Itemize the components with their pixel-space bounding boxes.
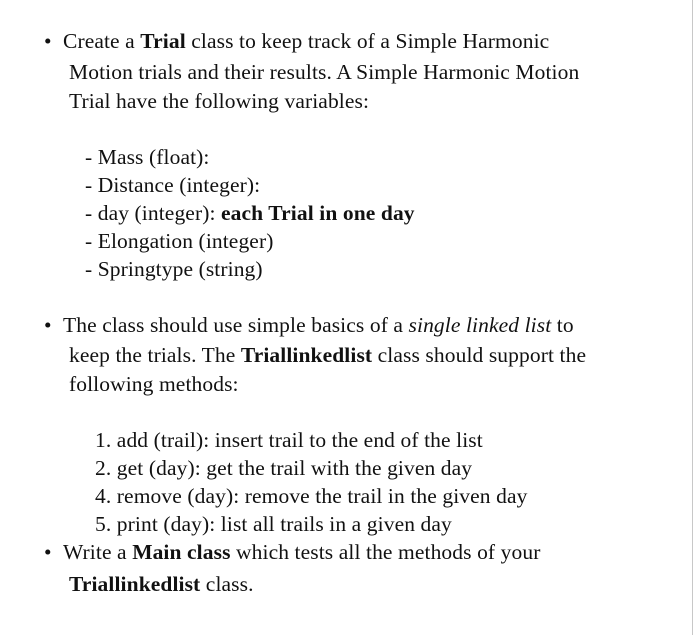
section1-line2: Motion trials and their results. A Simple Harmonic Motion [69,60,580,84]
method-add: 1. add (trail): insert trail to the end of the list [95,428,483,452]
section1-line3: Trial have the following variables: [69,89,370,113]
method-print: 5. print (day): list all trails in a given day [95,512,452,536]
variable-springtype: - Springtype (string) [85,257,263,281]
bullet-3: • [44,540,52,564]
variable-mass: - Mass (float): [85,145,210,169]
section3-line1: Write a Main class which tests all the methods of your [63,540,541,564]
section2-line2: keep the trials. The Triallinkedlist class should support the [69,343,587,367]
bullet-2: • [44,313,52,337]
variable-elongation: - Elongation (integer) [85,229,274,253]
variable-distance: - Distance (integer): [85,173,261,197]
page-right-border [692,0,693,635]
section2-line3: following methods: [69,372,239,396]
section1-line1: Create a Trial class to keep track of a Simple Harmonic [63,29,550,53]
section2-line1: The class should use simple basics of a single linked list to [63,313,574,337]
variable-day: - day (integer): each Trial in one day [85,201,415,225]
section3-line2: Triallinkedlist class. [69,572,254,596]
method-get: 2. get (day): get the trail with the given day [95,456,473,480]
bullet-1: • [44,29,52,53]
method-remove: 4. remove (day): remove the trail in the given day [95,484,528,508]
